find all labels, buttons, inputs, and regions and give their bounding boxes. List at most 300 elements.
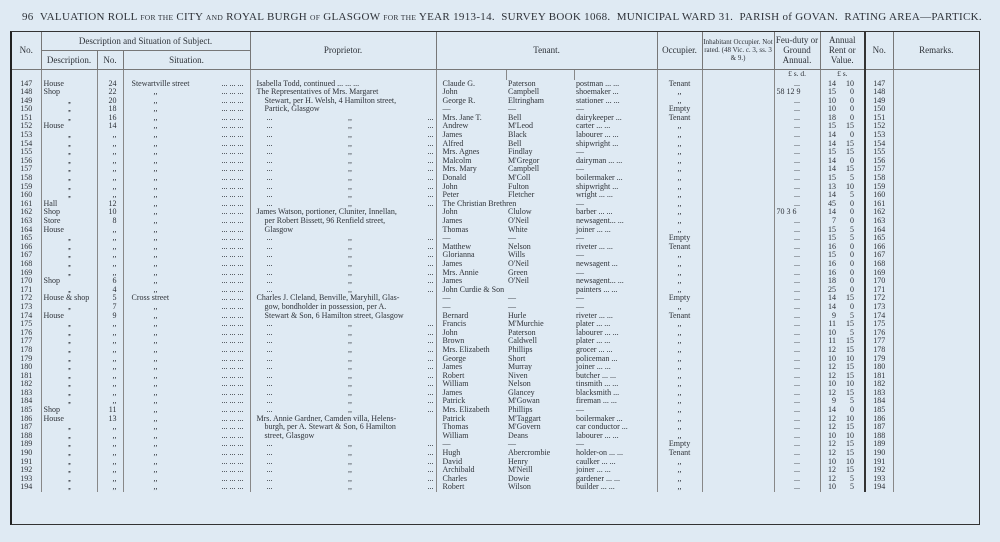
feu-duty: 70 3 6 [774,208,820,217]
annual-rent [820,191,865,200]
situation-text: ,, [153,406,158,415]
row-number: 178 [12,346,41,355]
tenant-first-name: Thomas [442,422,469,432]
leader-dots: ... ... ... [221,406,244,415]
leader-dots: ... [266,328,273,337]
leader-dots: ... ... ... [221,165,244,174]
row-number: 184 [12,397,41,406]
feu-duty: ... [774,406,820,415]
tenant-surname: Deans [508,431,529,440]
situation-text: ,, [153,431,158,440]
description: House [41,122,97,131]
row-number-right: 147 [865,80,893,89]
occupier-status: ,, [657,286,702,295]
street-number: 16 [97,114,123,123]
leader-dots: ... ... ... [221,122,244,131]
feu-duty: ... [774,140,820,149]
tenant-first-name: William [442,379,469,389]
table-row [12,97,979,106]
ditto-mark: ,, [348,131,353,140]
roll-title [40,11,495,23]
rent-shillings: 15 [846,337,855,346]
situation-text: ,, [153,388,158,397]
tenant-first-name: Robert [442,482,465,492]
leader-dots: ... [427,122,434,131]
situation-text: ,, [153,139,158,148]
leader-dots: ... [427,371,434,380]
ditto-mark: ,, [348,174,353,183]
tenant-occupation: boilermaker ... [574,174,657,183]
tenant-occupation: policeman ... [574,355,657,364]
description: ,, [41,183,97,192]
inhabitant-occupier [702,174,774,183]
rent-pounds: 14 [828,156,837,165]
ward: MUNICIPAL WARD 31. [616,11,734,23]
proprietor-text: Stewart & Son, 6 Hamilton street, Glasgow [264,311,404,320]
remarks [893,329,979,338]
remarks [893,260,979,269]
row-number-right: 193 [865,475,893,484]
tenant-surname: M'Govern [508,423,541,432]
leader-dots: ... [427,259,434,268]
remarks [893,269,979,278]
leader-dots: ... ... ... [221,337,244,346]
proprietor [250,440,436,449]
inhabitant-occupier [702,355,774,364]
rent-shillings: 10 [846,182,855,191]
tenant-occupation: joiner ... ... [574,226,657,235]
ditto-mark: ,, [348,345,353,354]
description: ,, [41,148,97,157]
leader-dots: ... ... ... [221,311,244,320]
leader-dots: ... [266,474,273,483]
tenant-first-name: Peter [442,190,459,200]
feu-duty: ... [774,458,820,467]
tenant-first-name: John [442,181,458,191]
street-number: ,, [97,380,123,389]
rent-shillings: 10 [846,380,855,389]
table-row [12,174,979,183]
street-number: ,, [97,346,123,355]
tenant-surname: Eltringham [508,96,545,105]
leader-dots: ... [427,148,434,157]
leader-dots: ... [266,182,273,191]
occupier-status: ,, [657,329,702,338]
feu-duty: 58 12 9 [774,88,820,97]
situation [123,286,250,295]
inhabitant-occupier [702,312,774,321]
occupier-status: ,, [657,269,702,278]
rent-pounds: 15 [828,234,837,243]
proprietor [250,286,436,295]
remarks [893,346,979,355]
leader-dots: ... ... ... [221,285,244,294]
feu-duty: ... [774,217,820,226]
rent-pounds: 10 [828,96,837,105]
description: ,, [41,372,97,381]
tenant-first-name: James [442,258,463,268]
feu-duty: ... [774,286,820,295]
tenant-first-name: Alfred [442,138,464,148]
situation-text: Stewartville street [131,79,190,88]
tenant-occupation: — [574,200,657,209]
col-remarks: Remarks. [893,32,979,69]
title-word: VALUATION ROLL [39,11,138,23]
situation-text: ,, [153,96,158,105]
ditto-mark: ,, [348,242,353,251]
situation [123,449,250,458]
tenant-first-name: Hugh [442,448,461,458]
situation [123,165,250,174]
ditto-mark: ,, [348,328,353,337]
proprietor [250,320,436,329]
rent-pounds: 15 [828,251,837,260]
tenant-occupation: barber ... ... [574,208,657,217]
annual-rent [820,423,865,432]
remarks [893,312,979,321]
tenant-occupation: builder ... ... [574,483,657,492]
situation-text: Cross street [131,294,170,303]
rent-pounds: 9 [832,311,837,320]
situation [123,432,250,441]
situation-text: ,, [153,225,158,234]
street-number: 4 [97,286,123,295]
leader-dots: ... ... ... [221,440,244,449]
feu-duty: ... [774,312,820,321]
description: ,, [41,157,97,166]
row-number-right: 182 [865,380,893,389]
leader-dots: ... ... ... [221,139,244,148]
situation [123,269,250,278]
leader-dots: ... [266,449,273,458]
street-number: ,, [97,466,123,475]
col-no: No. [12,32,41,69]
rent-shillings: 15 [846,440,855,449]
situation-text: ,, [153,191,158,200]
situation [123,458,250,467]
leader-dots: ... [266,380,273,389]
description: ,, [41,97,97,106]
situation-text: ,, [153,371,158,380]
proprietor-text: Mrs. Annie Gardner, Camden villa, Helens- [256,414,397,423]
row-number: 174 [12,312,41,321]
ditto-mark: ,, [348,466,353,475]
rent-shillings: 0 [850,302,855,311]
description: ,, [41,466,97,475]
leader-dots: ... [427,277,434,286]
leader-dots: ... ... ... [221,320,244,329]
leader-dots: ... [266,165,273,174]
tenant-first-name: Donald [442,173,467,183]
tenant-surname: Green [508,268,528,277]
description: Store [41,217,97,226]
situation-text: ,, [153,156,158,165]
leader-dots: ... [266,148,273,157]
proprietor [250,234,436,243]
ditto-mark: ,, [348,277,353,286]
leader-dots: ... [427,483,434,492]
tenant-surname: Findlay [508,148,533,157]
tenant-occupation: riveter ... ... [574,312,657,321]
inhabitant-occupier [702,380,774,389]
situation-text: ,, [153,113,158,122]
leader-dots: ... [427,320,434,329]
row-number: 163 [12,217,41,226]
table-row [12,312,979,321]
table-row [12,449,979,458]
inhabitant-occupier [702,286,774,295]
title-word: OF [310,13,321,22]
remarks [893,380,979,389]
leader-dots: ... [427,199,434,208]
feu-duty: ... [774,423,820,432]
rent-pounds: 10 [828,105,837,114]
leader-dots: ... ... ... [221,148,244,157]
proprietor [250,157,436,166]
row-number-right: 165 [865,234,893,243]
row-number-right: 188 [865,432,893,441]
rent-pounds: 14 [828,79,837,88]
street-number: ,, [97,329,123,338]
leader-dots: ... ... ... [221,294,244,303]
tenant-occupation: joiner ... ... [574,363,657,372]
tenant-surname: Abercrombie [508,449,551,458]
situation [123,217,250,226]
tenant-surname: Paterson [508,328,536,337]
proprietor-text: Partick, Glasgow [264,105,320,114]
inhabitant-occupier [702,475,774,484]
col-rent: Annual Rent or Value. [820,32,865,69]
rent-pounds: 14 [828,302,837,311]
feu-duty: ... [774,131,820,140]
description: House [41,415,97,424]
street-number: ,, [97,157,123,166]
situation-text: ,, [153,345,158,354]
feu-duty: ... [774,440,820,449]
feu-duty: ... [774,80,820,89]
street-number: ,, [97,191,123,200]
situation [123,97,250,106]
leader-dots: ... [266,320,273,329]
row-number-right: 168 [865,260,893,269]
ditto-mark: ,, [348,234,353,243]
rent-shillings: 0 [850,277,855,286]
street-number: ,, [97,243,123,252]
inhabitant-occupier [702,105,774,114]
leader-dots: ... [427,285,434,294]
tenant-surname: Phillips [508,345,533,354]
survey-book: SURVEY BOOK 1068. [501,11,611,23]
remarks [893,114,979,123]
tenant-surname: Wilson [508,483,531,492]
inhabitant-occupier [702,157,774,166]
street-number: 13 [97,415,123,424]
leader-dots: ... [427,345,434,354]
inhabitant-occupier [702,131,774,140]
remarks [893,251,979,260]
proprietor-text: street, Glasgow [264,431,315,440]
occupier-status: Tenant [657,80,702,89]
rent-pounds: 9 [832,397,837,406]
inhabitant-occupier [702,372,774,381]
leader-dots: ... [266,234,273,243]
feu-duty: ... [774,122,820,131]
annual-rent [820,148,865,157]
row-number: 148 [12,88,41,97]
leader-dots: ... ... ... [221,423,244,432]
description: ,, [41,114,97,123]
annual-rent [820,329,865,338]
rent-shillings: 0 [850,113,855,122]
table-row [12,88,979,97]
description: Shop [41,208,97,217]
tenant-occupation: tinsmith ... ... [574,380,657,389]
units-row [12,69,979,80]
occupier-status: ,, [657,372,702,381]
annual-rent [820,286,865,295]
inhabitant-occupier [702,80,774,89]
leader-dots: ... ... ... [221,397,244,406]
rent-shillings: 0 [850,259,855,268]
description: Shop [41,406,97,415]
table-row [12,122,979,131]
tenant-surname: M'Coll [508,174,531,183]
proprietor [250,88,436,97]
rent-shillings: 5 [850,311,855,320]
tenant-first-name: James [442,216,463,225]
inhabitant-occupier [702,320,774,329]
col-number: No. [97,50,123,69]
annual-rent [820,320,865,329]
tenant-first-name: James [442,362,463,372]
situation [123,251,250,260]
row-number-right: 158 [865,174,893,183]
row-number: 185 [12,406,41,415]
occupier-status: ,, [657,260,702,269]
leader-dots: ... ... ... [221,457,244,466]
street-number: 18 [97,105,123,114]
annual-rent [820,355,865,364]
remarks [893,88,979,97]
description: ,, [41,251,97,260]
proprietor [250,483,436,492]
valuation-table [12,32,979,492]
feu-duty: ... [774,105,820,114]
leader-dots: ... [266,337,273,346]
proprietor [250,200,436,209]
remarks [893,483,979,492]
description: ,, [41,174,97,183]
leader-dots: ... [266,285,273,294]
situation [123,329,250,338]
tenant-occupation: joiner ... ... [574,466,657,475]
inhabitant-occupier [702,269,774,278]
tenant-first-name: Francis [442,319,467,329]
street-number: ,, [97,251,123,260]
occupier-status: ,, [657,337,702,346]
ditto-mark: ,, [348,354,353,363]
description: ,, [41,483,97,492]
inhabitant-occupier [702,329,774,338]
occupier-status: ,, [657,148,702,157]
row-number-right: 163 [865,217,893,226]
rent-shillings: 15 [846,122,855,131]
proprietor [250,372,436,381]
remarks [893,389,979,398]
tenant-occupation: — [574,251,657,260]
inhabitant-occupier [702,226,774,235]
row-number: 171 [12,286,41,295]
leader-dots: ... [427,440,434,449]
annual-rent [820,269,865,278]
leader-dots: ... [266,483,273,492]
situation [123,397,250,406]
annual-rent [820,449,865,458]
feu-duty: ... [774,148,820,157]
situation [123,157,250,166]
occupier-status: ,, [657,208,702,217]
row-number-right: 156 [865,157,893,166]
tenant-surname: White [508,225,528,234]
row-number-right: 186 [865,415,893,424]
proprietor [250,466,436,475]
situation-text: ,, [153,88,158,97]
leader-dots: ... ... ... [221,388,244,397]
rent-shillings: 15 [846,388,855,397]
rent-pounds: 15 [828,88,837,97]
proprietor [250,355,436,364]
row-number: 160 [12,191,41,200]
remarks [893,105,979,114]
table-row [12,165,979,174]
feu-duty: ... [774,432,820,441]
remarks [893,415,979,424]
inhabitant-occupier [702,397,774,406]
leader-dots: ... ... ... [221,174,244,183]
ditto-mark: ,, [348,406,353,415]
annual-rent [820,432,865,441]
description: ,, [41,286,97,295]
inhabitant-occupier [702,440,774,449]
tenant-surname: Black [508,131,527,140]
row-number: 187 [12,423,41,432]
remarks [893,208,979,217]
leader-dots: ... [266,122,273,131]
remarks [893,80,979,89]
leader-dots: ... [427,156,434,165]
table-row [12,131,979,140]
tenant-first-name: John [442,207,458,217]
tenant-surname: Clulow [508,208,532,217]
leader-dots: ... [427,234,434,243]
tenant-surname: Short [508,354,526,363]
leader-dots: ... ... ... [221,414,244,423]
valuation-table-frame [10,31,980,525]
situation-text: ,, [153,208,158,217]
feu-duty: ... [774,397,820,406]
rent-shillings: 10 [846,457,855,466]
situation-text: ,, [153,466,158,475]
situation [123,140,250,149]
rent-shillings: 5 [850,225,855,234]
tenant-occupation: labourer ... ... [574,131,657,140]
situation [123,200,250,209]
feu-duty: ... [774,337,820,346]
proprietor [250,380,436,389]
remarks [893,423,979,432]
leader-dots: ... [427,242,434,251]
row-number: 147 [12,80,41,89]
